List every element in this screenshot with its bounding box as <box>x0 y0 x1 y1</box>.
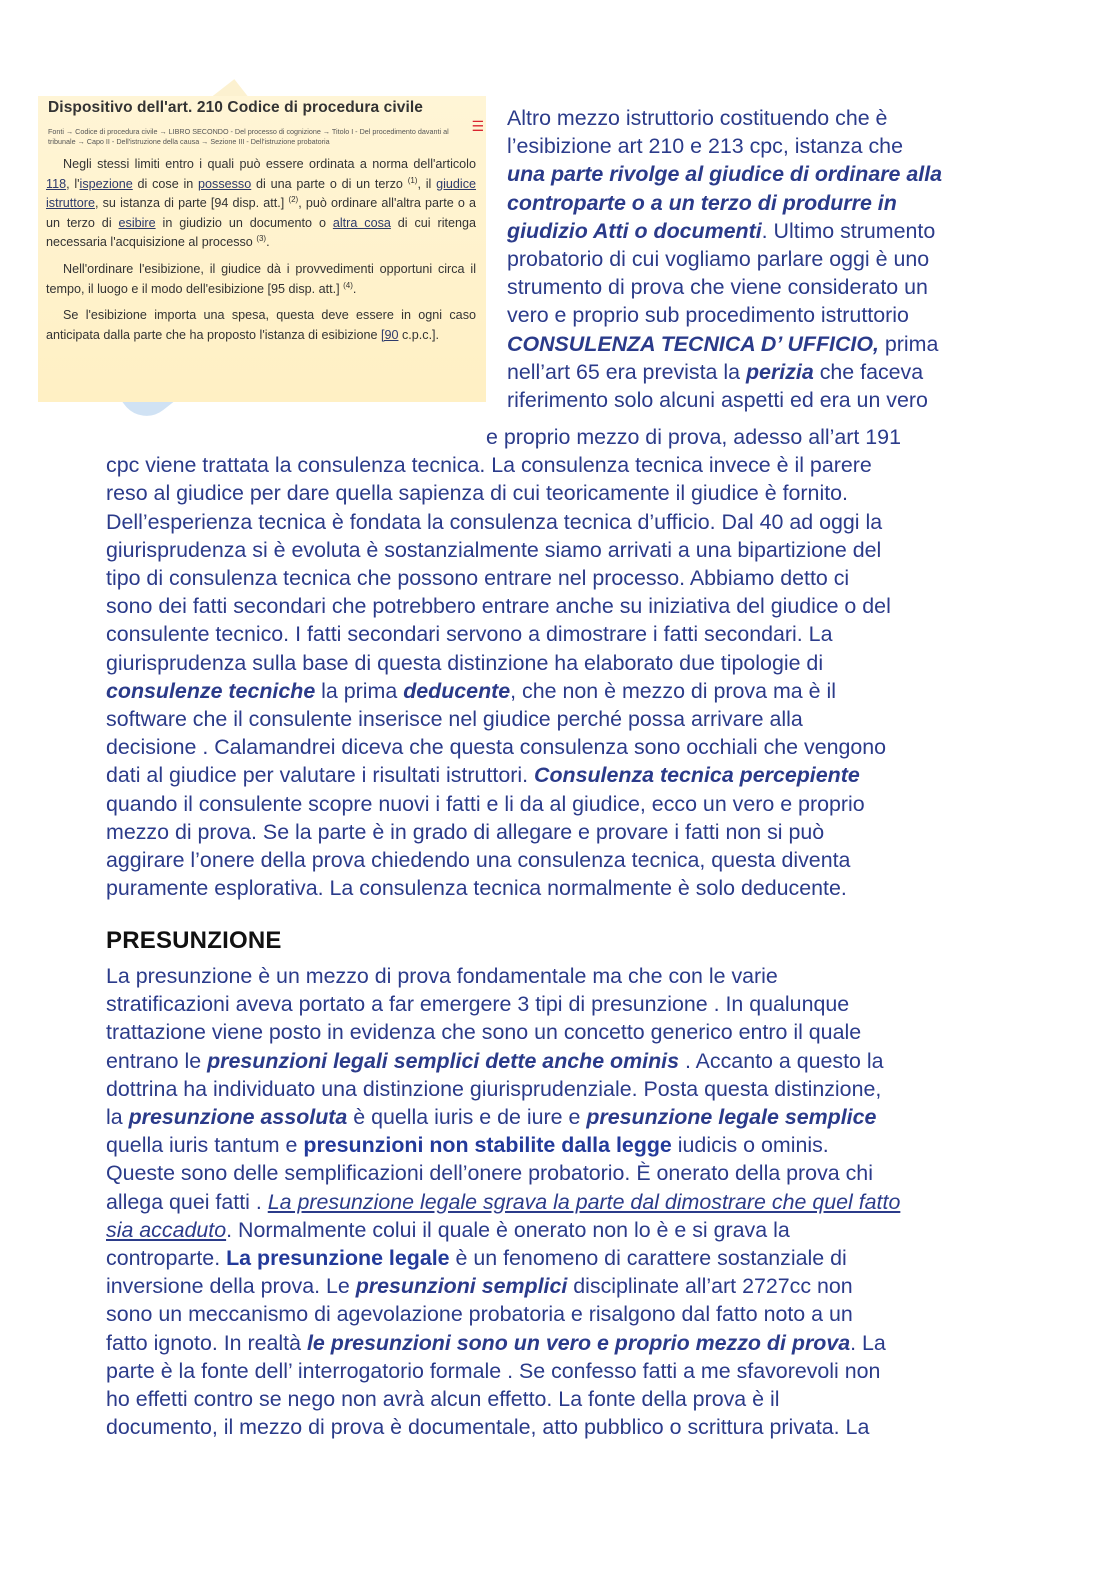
link-art-118[interactable]: 118 <box>46 176 67 191</box>
menu-icon: ☰ <box>471 118 484 134</box>
consulenza-paragraph: e proprio mezzo di prova, adesso all’art 191 cpc viene trattata la consulenza tecnica. La consulenza tecnica invece è il parere reso al giudice per dare quella sapienza di cui teoricamente il giudice è fornito. Dell’esperienza tecnica è fondata la consulenza tecnica d’ufficio. Dal 40 ad oggi la giurisprudenza si è evoluta è sostanzialmente siamo arrivati a una bipartizione del tipo di consulenza tecnica che possono entrare nel processo. Abbiamo detto ci sono dei fatti secondari che potrebbero entrare anche su iniziativa del giudice o del consulente tecnico. I fatti secondari servono a dimostrare i fatti secondari. La giurisprudenza sulla base di questa distinzione ha elaborato due tipologie di consulenze tecniche la prima deducente, che non è mezzo di prova ma è il software che il consulente inserisce nel giudice perché possa arrivare alla decisione . Calamandrei diceva che questa consulenza sono occhiali che vengono dati al giudice per valutare i risultati istruttori. Consulenza tecnica percepiente quando il consulente scopre nuovi i fatti e li da al giudice, ecco un vero e proprio mezzo di prova. Se la parte è in grado di allegare e provare i fatti non si può aggirare l’onere della prova chiedendo una consulenza tecnica, questa diventa puramente esplorativa. La consulenza tecnica normalmente è solo deducente. <box>106 425 901 901</box>
breadcrumb <box>48 127 473 147</box>
clipping-paragraph: Nell'ordinare l'esibizione, il giudice dà i provvedimenti opportuni circa il tempo, il luogo e il modo dell'esibizione [95 disp. att.] $^{(4)}$. <box>46 261 476 296</box>
footnote-ref[interactable]: (3) <box>256 234 267 244</box>
article-clipping <box>38 96 486 402</box>
intro-paragraph: Altro mezzo istruttorio costituendo che è l’esibizione art 210 e 213 cpc, istanza che una parte rivolge al giudice di ordinare alla controparte o a un terzo di produrre in giudizio Atti o documenti. Ultimo strumento probatorio di cui vogliamo parlare oggi è uno strumento di prova che viene considerato un vero e proprio sub procedimento istruttorio CONSULENZA TECNICA D’ UFFICIO, prima nell’art 65 era prevista la perizia che faceva riferimento solo alcuni aspetti ed era un vero <box>507 106 943 413</box>
link-ispezione[interactable]: ispezione <box>79 176 133 191</box>
link-giudice-istruttore[interactable]: giudice istruttore <box>46 176 477 211</box>
link-art-90[interactable]: [90 <box>380 327 399 342</box>
footnote-ref[interactable]: (2) <box>288 195 299 204</box>
breadcrumb-line-2: tribunale → Capo II - Dell'istruzione della causa → Sezione III - Dell'istruzione probatoria <box>48 137 330 146</box>
link-esibire[interactable]: esibire <box>118 215 156 230</box>
link-altra-cosa[interactable]: altra cosa <box>332 215 391 230</box>
clipping-title: Dispositivo dell'art. 210 Codice di procedura civile <box>48 99 423 116</box>
link-possesso[interactable]: possesso <box>198 176 252 191</box>
footnote-ref[interactable]: (1) <box>407 175 418 185</box>
clipping-paragraph: Negli stessi limiti entro i quali può essere ordinata a norma dell'articolo 118, l'ispezione di cose in possesso di una parte o di un terzo $^{(1)}$, il giudice istruttore, su istanza di parte [94 disp. att.] $^{(2)}$, può ordinare all'altra parte o a un terzo di esibire in giudizio un documento o altra cosa di cui ritenga necessaria l'acquisizione al processo $^{(3)}$. <box>46 157 477 250</box>
footnote-ref[interactable]: (4) <box>343 280 353 290</box>
clipping-paragraph: Se l'esibizione importa una spesa, questa deve essere in ogni caso anticipata dalla parte che ha proposto l'istanza di esibizione [90 c.p.c.]. <box>46 308 476 342</box>
clipping-body <box>46 155 476 345</box>
section-heading: PRESUNZIONE <box>106 927 282 954</box>
presunzione-paragraph: La presunzione è un mezzo di prova fondamentale ma che con le varie stratificazioni aveva portato a far emergere 3 tipi di presunzione . In qualunque trattazione viene posto in evidenza che sono un concetto generico entro il quale entrano le presunzioni legali semplici dette anche ominis . Accanto a questo la dottrina ha individuato una distinzione giurisprudenziale. Posta questa distinzione, la presunzione assoluta è quella iuris e de iure e presunzione legale semplice quella iuris tantum e presunzioni non stabilite dalla legge iudicis o ominis. Queste sono delle semplificazioni dell’onere probatorio. È onerato della prova chi allega quei fatti . La presunzione legale sgrava la parte dal dimostrare che quel fatto sia accaduto. Normalmente colui il quale è onerato non lo è e si grava la controparte. La presunzione legale è un fenomeno di carattere sostanziale di inversione della prova. Le presunzioni semplici disciplinate all’art 2727cc non sono un meccanismo di agevolazione probatoria e risalgono dal fatto noto a un fatto ignoto. In realtà le presunzioni sono un vero e proprio mezzo di prova. La parte è la fonte dell’ interrogatorio formale . Se confesso fatti a me sfavorevoli non ho effetti contro se nego non avrà alcun effetto. La fonte della prova è il documento, il mezzo di prova è documentale, atto pubblico o scrittura privata. La <box>106 964 901 1440</box>
breadcrumb-line-1: Fonti → Codice di procedura civile → LIBRO SECONDO - Del processo di cognizione → Titolo I - Del procedimento davanti al <box>48 127 449 136</box>
